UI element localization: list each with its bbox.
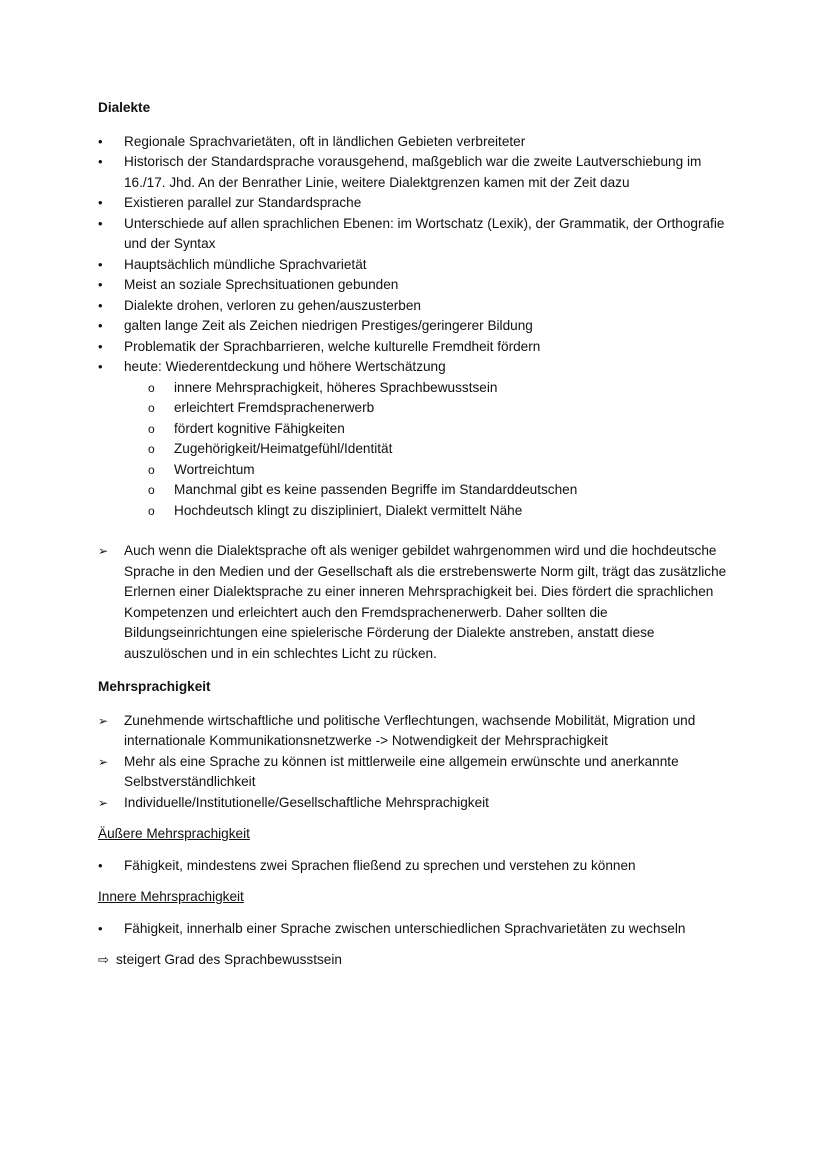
bullet-icon: • <box>98 195 103 210</box>
list-item <box>98 919 738 940</box>
list-item-text: Mehr als eine Sprache zu können ist mittlerweile eine allgemein erwünschte und anerkannte Selbstverständlichkeit <box>124 753 679 789</box>
bullet-icon: • <box>98 154 103 169</box>
list-item <box>98 752 738 793</box>
dialekte-arrow-list <box>98 541 738 664</box>
sub-list-item <box>98 460 738 481</box>
sub-list-item <box>98 480 738 501</box>
list-item-text: Regionale Sprachvarietäten, oft in ländlichen Gebieten verbreiteter <box>124 133 526 149</box>
dialekte-bullet-list <box>98 132 738 522</box>
bullet-icon: • <box>98 215 103 231</box>
list-item-text: Meist an soziale Sprechsituationen gebunden <box>124 277 399 292</box>
list-item-text: Fähigkeit, innerhalb einer Sprache zwischen unterschiedlichen Sprachvarietäten zu wechseln <box>124 920 686 936</box>
sub-list-item <box>98 419 738 440</box>
bullet-icon: • <box>98 920 103 936</box>
outline-arrow-icon: ⇨ <box>98 952 109 967</box>
bullet-icon: • <box>98 256 103 272</box>
list-item-text: Existieren parallel zur Standardsprache <box>124 195 362 210</box>
bullet-icon: • <box>98 857 103 873</box>
bullet-icon: • <box>98 338 103 354</box>
sub-list-item-text: Manchmal gibt es keine passenden Begriffe im Standarddeutschen <box>174 482 578 497</box>
list-item <box>98 193 738 214</box>
sub-list-item <box>98 378 738 399</box>
list-item-text: Individuelle/Institutionelle/Gesellschaftliche Mehrsprachigkeit <box>124 794 489 810</box>
sub-list-item-text: fördert kognitive Fähigkeiten <box>174 420 345 436</box>
sub-list-item <box>98 439 738 460</box>
list-item <box>98 152 738 193</box>
arrow-bullet-icon: ➢ <box>98 713 109 728</box>
list-item <box>98 296 738 317</box>
sub-list-item-text: Zugehörigkeit/Heimatgefühl/Identität <box>174 441 393 456</box>
list-item <box>98 132 738 153</box>
list-item <box>98 255 738 276</box>
arrow-bullet-icon: ➢ <box>98 544 109 558</box>
heading-dialekte: Dialekte <box>98 100 151 115</box>
list-item <box>98 793 738 814</box>
circle-bullet-icon: o <box>148 462 155 477</box>
arrow-bullet-icon: ➢ <box>98 754 109 769</box>
heading-innere-mehrsprachigkeit: Innere Mehrsprachigkeit <box>98 889 244 904</box>
bullet-icon: • <box>98 359 103 374</box>
sub-list-item <box>98 501 738 522</box>
circle-bullet-icon: o <box>148 401 155 415</box>
list-item <box>98 337 738 358</box>
circle-bullet-icon: o <box>148 442 155 456</box>
circle-bullet-icon: o <box>148 421 155 436</box>
bullet-icon: • <box>98 133 103 149</box>
list-item <box>98 856 738 877</box>
heading-mehrsprachigkeit: Mehrsprachigkeit <box>98 679 211 694</box>
list-item <box>98 541 738 664</box>
bullet-icon: • <box>98 318 103 333</box>
arrow-bullet-icon: ➢ <box>98 795 109 810</box>
list-item-text: Zunehmende wirtschaftliche und politische Verflechtungen, wachsende Mobilität, Migration und internationale Kommunikationsnetzwerke -> Notwendigkeit der Mehrsprachigkeit <box>124 712 696 748</box>
circle-bullet-icon: o <box>148 483 155 497</box>
conclusion-line <box>98 950 738 971</box>
list-item-text: Dialekte drohen, verloren zu gehen/auszusterben <box>124 297 421 313</box>
list-item <box>98 275 738 296</box>
list-item-text: galten lange Zeit als Zeichen niedrigen Prestiges/geringerer Bildung <box>124 318 533 333</box>
list-item-text: Problematik der Sprachbarrieren, welche kulturelle Fremdheit fördern <box>124 338 541 354</box>
sub-list-item-text: erleichtert Fremdsprachenerwerb <box>174 400 375 415</box>
innere-bullet-list <box>98 919 738 940</box>
bullet-icon: • <box>98 277 103 292</box>
sub-list-item <box>98 398 738 419</box>
list-item <box>98 357 738 521</box>
arrow-paragraph-text: Auch wenn die Dialektsprache oft als weniger gebildet wahrgenommen wird und die hochdeutsche Sprache in den Medien und der Gesellschaft als die erstrebenswerte Norm gilt, trägt das zusätzliche Erlernen einer Dialektsprache zu einer inneren Mehrsprachigkeit bei. Dies fördert die sprachlichen Kompetenzen und erleichtert auch den Fremdsprachenerwerb. Daher sollten die Bildungseinrichtungen eine spielerische Förderung der Dialekte anstreben, anstatt diese auszulöschen und in ein schlechtes Licht zu rücken. <box>124 543 727 661</box>
bullet-icon: • <box>98 297 103 313</box>
conclusion-text: steigert Grad des Sprachbewusstsein <box>116 952 342 967</box>
list-item-text: Historisch der Standardsprache vorausgehend, maßgeblich war die zweite Lautverschiebung im 16./17. Jhd. An der Benrather Linie, weitere Dialektgrenzen kamen mit der Zeit dazu <box>124 154 702 190</box>
mehrsprachigkeit-arrow-list <box>98 711 738 814</box>
list-item-text: heute: Wiederentdeckung und höhere Wertschätzung <box>124 359 446 374</box>
sub-bullet-list <box>98 378 738 522</box>
heading-aeussere-mehrsprachigkeit: Äußere Mehrsprachigkeit <box>98 826 250 841</box>
sub-list-item-text: Wortreichtum <box>174 461 255 477</box>
list-item <box>98 711 738 752</box>
list-item <box>98 214 738 255</box>
list-item-text: Hauptsächlich mündliche Sprachvarietät <box>124 256 367 272</box>
list-item <box>98 316 738 337</box>
sub-list-item-text: innere Mehrsprachigkeit, höheres Sprachbewusstsein <box>174 379 498 395</box>
circle-bullet-icon: o <box>148 503 155 518</box>
sub-list-item-text: Hochdeutsch klingt zu diszipliniert, Dialekt vermittelt Nähe <box>174 502 523 518</box>
list-item-text: Fähigkeit, mindestens zwei Sprachen fließend zu sprechen und verstehen zu können <box>124 857 636 873</box>
list-item-text: Unterschiede auf allen sprachlichen Ebenen: im Wortschatz (Lexik), der Grammatik, der Orthografie und der Syntax <box>124 215 725 251</box>
circle-bullet-icon: o <box>148 380 155 395</box>
aeussere-bullet-list <box>98 856 738 877</box>
